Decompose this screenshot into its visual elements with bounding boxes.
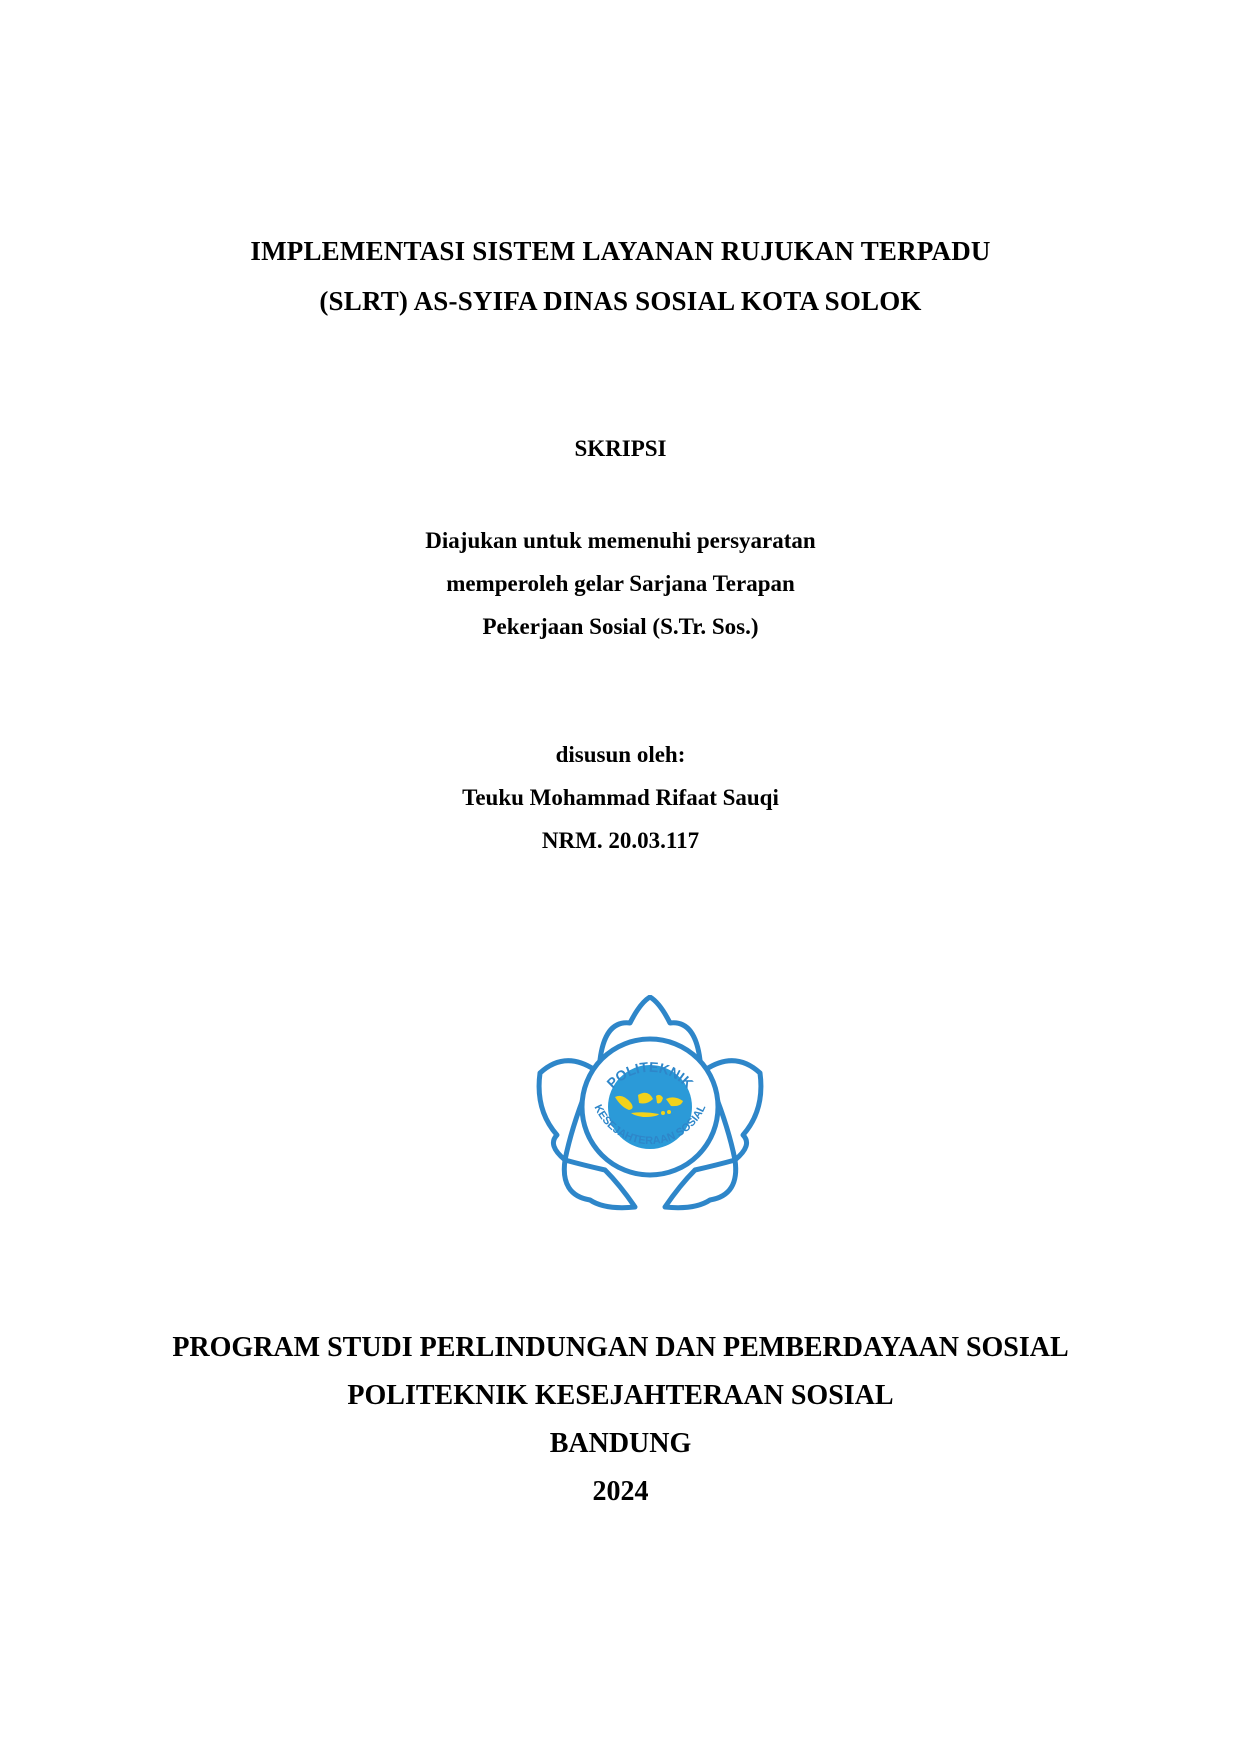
purpose-line-2: memperoleh gelar Sarjana Terapan bbox=[446, 571, 795, 596]
author-nrm: NRM. 20.03.117 bbox=[541, 828, 700, 853]
logo-top-text: POLITEKNIK bbox=[603, 1058, 697, 1092]
institution-logo bbox=[535, 995, 765, 1215]
author-label: disusun oleh: bbox=[555, 742, 686, 767]
logo-emblem-icon bbox=[535, 995, 765, 1215]
thesis-title-line-1: IMPLEMENTASI SISTEM LAYANAN RUJUKAN TERPADU bbox=[250, 236, 991, 266]
thesis-title-line-2: (SLRT) AS-SYIFA DINAS SOSIAL KOTA SOLOK bbox=[319, 286, 922, 316]
publication-year: 2024 bbox=[592, 1476, 649, 1507]
author-name: Teuku Mohammad Rifaat Sauqi bbox=[462, 785, 779, 810]
purpose-line-3: Pekerjaan Sosial (S.Tr. Sos.) bbox=[482, 614, 759, 639]
purpose-line-1: Diajukan untuk memenuhi persyaratan bbox=[425, 528, 816, 553]
document-type: SKRIPSI bbox=[574, 436, 667, 461]
institution-name: POLITEKNIK KESEJAHTERAAN SOSIAL bbox=[347, 1380, 894, 1411]
institution-city: BANDUNG bbox=[549, 1428, 692, 1459]
study-program: PROGRAM STUDI PERLINDUNGAN DAN PEMBERDAYAAN SOSIAL bbox=[172, 1332, 1069, 1363]
logo-bottom-text: KESEJAHTERAAN SOSIAL bbox=[591, 1102, 709, 1148]
